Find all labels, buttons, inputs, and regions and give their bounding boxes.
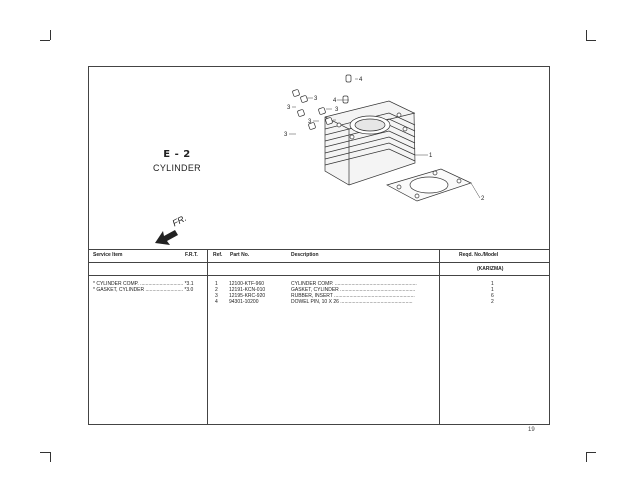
callout-4: 4 bbox=[333, 98, 337, 104]
crop-mark-top-right bbox=[586, 30, 587, 40]
part-description: DOWEL PIN, 10 X 26 .................................................... bbox=[291, 299, 413, 305]
cylinder-exploded-drawing bbox=[239, 67, 549, 249]
section-name: CYLINDER bbox=[153, 163, 201, 173]
callout-3: 3 bbox=[287, 105, 291, 111]
header-service-item: Service Item bbox=[93, 252, 123, 258]
part-description: RUBBER, INSERT .......................................................... bbox=[291, 293, 415, 299]
part-number: 12100-KTF-960 bbox=[229, 281, 265, 287]
service-item-row: * CYLINDER COMP. ............................... *3.1 bbox=[93, 281, 194, 287]
part-ref: 1 bbox=[215, 281, 218, 287]
front-direction-label: FR. bbox=[170, 212, 189, 229]
dowel-pin-parts bbox=[343, 75, 351, 103]
parts-catalog-frame bbox=[88, 66, 550, 425]
crop-mark-bottom-right bbox=[586, 452, 587, 462]
crop-mark-top-right bbox=[586, 40, 596, 41]
part-qty: 2 bbox=[491, 299, 494, 305]
crop-mark-bottom-left bbox=[40, 452, 50, 453]
callout-2: 2 bbox=[481, 196, 485, 202]
callout-1: 1 bbox=[429, 153, 433, 159]
part-description: GASKET, CYLINDER ...................................................... bbox=[291, 287, 416, 293]
callout-3: 3 bbox=[284, 132, 288, 138]
part-ref: 4 bbox=[215, 299, 218, 305]
section-code: E - 2 bbox=[163, 149, 191, 160]
cylinder-comp-part bbox=[325, 101, 415, 185]
crop-mark-bottom-left bbox=[50, 452, 51, 462]
rubber-insert-parts bbox=[292, 89, 333, 130]
part-ref: 3 bbox=[215, 293, 218, 299]
service-item-row: * GASKET, CYLINDER ........................... *3.0 bbox=[93, 287, 194, 293]
callout-4: 4 bbox=[359, 77, 363, 83]
callout-3: 3 bbox=[308, 119, 312, 125]
part-description: CYLINDER COMP. ........................................................... bbox=[291, 281, 417, 287]
crop-mark-top-left bbox=[40, 40, 50, 41]
header-frt: F.R.T. bbox=[185, 252, 198, 258]
callout-3: 3 bbox=[314, 96, 318, 102]
header-part-no: Part No. bbox=[230, 252, 250, 258]
part-number: 12191-KCN-010 bbox=[229, 287, 266, 293]
header-model-karizma: (KARIZMA) bbox=[477, 266, 504, 272]
callout-3: 3 bbox=[335, 107, 339, 113]
crop-mark-top-left bbox=[50, 30, 51, 40]
part-number: 94301-10200 bbox=[229, 299, 259, 305]
part-qty: 1 bbox=[491, 287, 494, 293]
page-number: 19 bbox=[528, 427, 535, 433]
part-qty: 1 bbox=[491, 281, 494, 287]
illustration-panel bbox=[89, 67, 549, 250]
header-description: Description bbox=[291, 252, 319, 258]
header-divider bbox=[89, 275, 549, 276]
part-number: 12195-KRC-920 bbox=[229, 293, 266, 299]
header-reqd-model: Reqd. No./Model bbox=[459, 252, 499, 258]
part-ref: 2 bbox=[215, 287, 218, 293]
part-qty: 6 bbox=[491, 293, 494, 299]
gasket-part bbox=[387, 169, 471, 201]
header-ref: Ref. bbox=[213, 252, 223, 258]
crop-mark-bottom-right bbox=[586, 452, 596, 453]
